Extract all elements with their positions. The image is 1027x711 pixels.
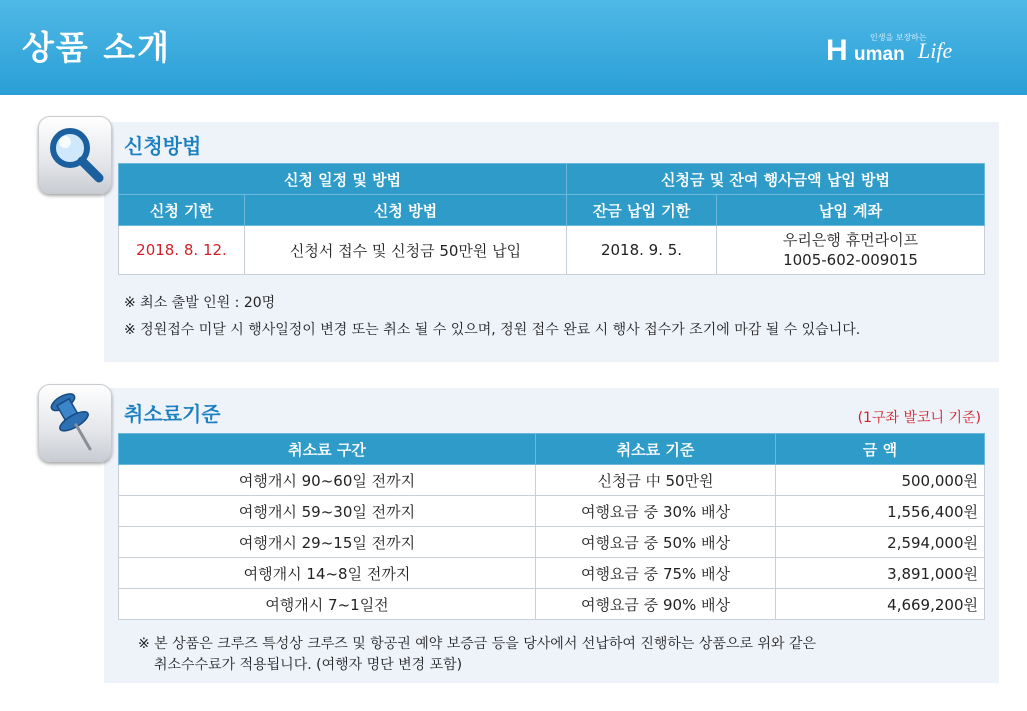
section-title-application: 신청방법 — [124, 134, 202, 158]
basis-cell: 여행요금 중 75% 배상 — [536, 558, 776, 589]
cancellation-table — [118, 433, 985, 620]
header-bar — [0, 0, 1027, 95]
deadline-value: 2018. 8. 12. — [119, 226, 245, 275]
table-row — [119, 226, 985, 275]
period-cell: 여행개시 90~60일 전까지 — [119, 465, 536, 496]
note-line-1: ※ 본 상품은 크루즈 특성상 크루즈 및 항공권 예약 보증금 등을 당사에서 선납하여 진행하는 상품으로 위와 같은 — [138, 636, 816, 652]
logo-tagline: 인생을 보장하는 — [870, 33, 927, 42]
group-header-payment: 신청금 및 잔여 행사금액 납입 방법 — [567, 164, 985, 195]
amount-cell: 1,556,400원 — [776, 496, 985, 527]
page-title: 상품 소개 — [22, 28, 172, 67]
note-min-participants: ※ 최소 출발 인원 : 20명 — [124, 295, 276, 311]
period-cell: 여행개시 14~8일 전까지 — [119, 558, 536, 589]
table-row — [119, 527, 985, 558]
magnifier-icon — [38, 116, 112, 194]
header-period: 취소료 구간 — [119, 434, 536, 465]
method-value: 신청서 접수 및 신청금 50만원 납입 — [245, 226, 567, 275]
amount-cell: 2,594,000원 — [776, 527, 985, 558]
header-basis: 취소료 기준 — [536, 434, 776, 465]
bank-name: 우리은행 휴먼라이프 — [782, 231, 919, 249]
section-title-cancellation: 취소료기준 — [124, 402, 221, 426]
balance-deadline-value: 2018. 9. 5. — [567, 226, 717, 275]
note-cancellation-policy — [138, 634, 958, 676]
header-deadline: 신청 기한 — [119, 195, 245, 226]
period-cell: 여행개시 59~30일 전까지 — [119, 496, 536, 527]
header-account: 납입 계좌 — [717, 195, 985, 226]
balcony-basis-note: (1구좌 발코니 기준) — [857, 410, 981, 426]
pushpin-icon — [38, 384, 112, 462]
logo-word: uman — [854, 44, 905, 65]
group-header-schedule: 신청 일정 및 방법 — [119, 164, 567, 195]
note-line-2: 취소수수료가 적용됩니다. (여행자 명단 변경 포함) — [154, 657, 463, 673]
table-row — [119, 558, 985, 589]
application-table — [118, 163, 985, 275]
table-row — [119, 496, 985, 527]
logo-letter: H — [826, 34, 848, 67]
header-method: 신청 방법 — [245, 195, 567, 226]
table-row — [119, 465, 985, 496]
account-value — [717, 226, 985, 275]
logo-script: Life — [918, 38, 953, 63]
amount-cell: 500,000원 — [776, 465, 985, 496]
basis-cell: 여행요금 중 90% 배상 — [536, 589, 776, 620]
header-amount: 금 액 — [776, 434, 985, 465]
humanlife-logo — [826, 30, 976, 70]
amount-cell: 3,891,000원 — [776, 558, 985, 589]
table-row — [119, 589, 985, 620]
basis-cell: 신청금 中 50만원 — [536, 465, 776, 496]
basis-cell: 여행요금 중 30% 배상 — [536, 496, 776, 527]
amount-cell: 4,669,200원 — [776, 589, 985, 620]
header-balance-deadline: 잔금 납입 기한 — [567, 195, 717, 226]
period-cell: 여행개시 29~15일 전까지 — [119, 527, 536, 558]
note-schedule-change: ※ 정원접수 미달 시 행사일정이 변경 또는 취소 될 수 있으며, 정원 접수 완료 시 행사 접수가 조기에 마감 될 수 있습니다. — [124, 322, 861, 338]
account-number: 1005-602-009015 — [783, 251, 918, 269]
basis-cell: 여행요금 중 50% 배상 — [536, 527, 776, 558]
period-cell: 여행개시 7~1일전 — [119, 589, 536, 620]
